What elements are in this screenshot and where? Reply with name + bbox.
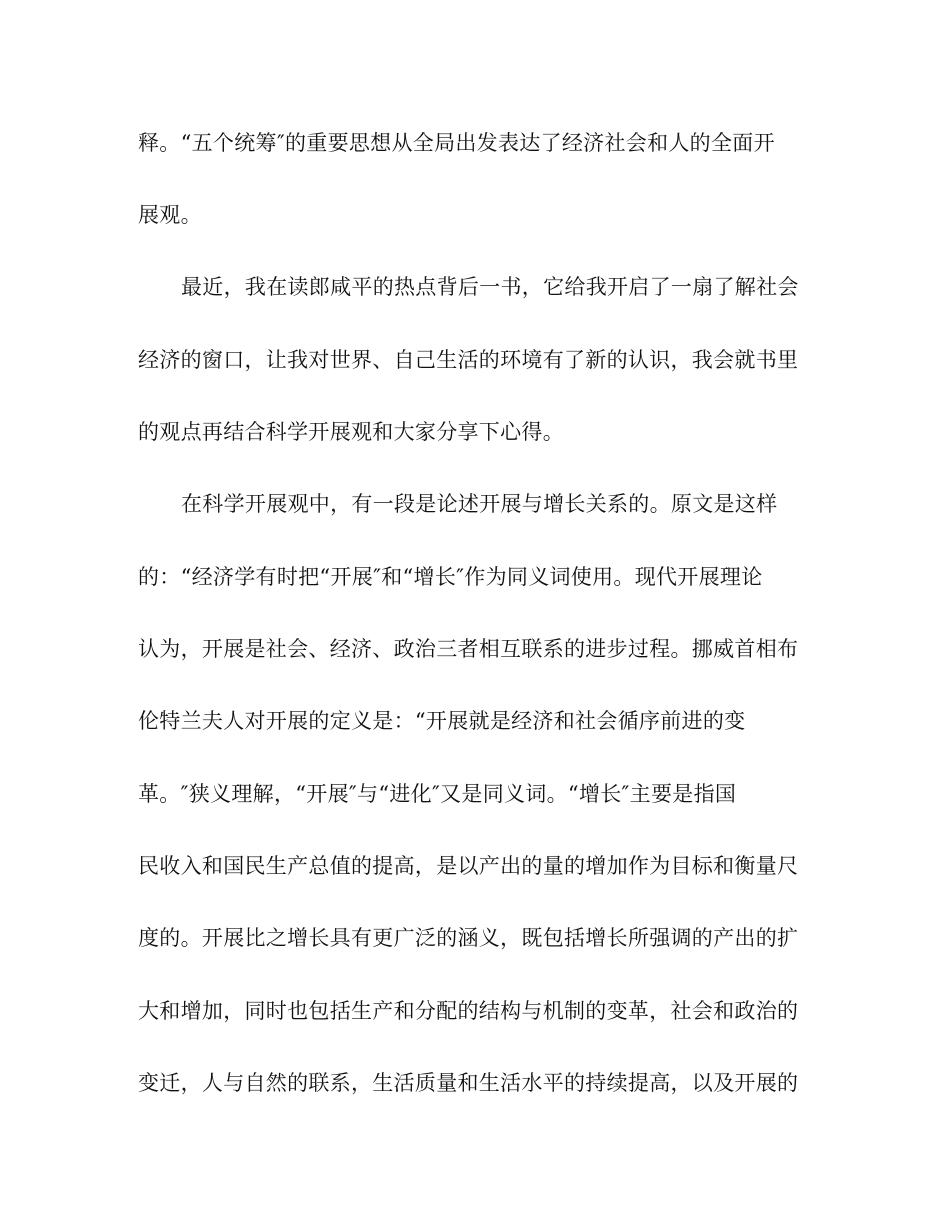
text-line: 的：“经济学有时把“开展″和“增长″作为同义词使用。现代开展理论 — [138, 565, 763, 589]
text-line: 民收入和国民生产总值的提高，是以产出的量的增加作为目标和衡量尺 — [138, 854, 799, 878]
text-line: 变迁，人与自然的联系，生活质量和生活水平的持续提高，以及开展的 — [138, 1071, 799, 1095]
text-line: 度的。开展比之增长具有更广泛的涵义，既包括增长所强调的产出的扩 — [138, 926, 799, 950]
text-line: 展观。 — [138, 203, 202, 227]
text-line: 认为，开展是社会、经济、政治三者相互联系的进步过程。挪威首相布 — [138, 637, 799, 661]
text-line: 伦特兰夫人对开展的定义是：“开展就是经济和社会循序前进的变 — [138, 709, 746, 733]
paragraph-start-line: 在科学开展观中，有一段是论述开展与增长关系的。原文是这样 — [181, 492, 778, 516]
text-line: 革。″狭义理解，“开展″与“进化″又是同义词。“增长″主要是指国 — [138, 782, 737, 806]
paragraph-start-line: 最近，我在读郎咸平的热点背后一书，它给我开启了一扇了解社会 — [181, 275, 799, 299]
text-line: 经济的窗口，让我对世界、自己生活的环境有了新的认识，我会就书里 — [138, 348, 799, 372]
text-line: 大和增加，同时也包括生产和分配的结构与机制的变革，社会和政治的 — [138, 999, 799, 1023]
text-line: 的观点再结合科学开展观和大家分享下心得。 — [138, 420, 564, 444]
text-line: 释。“五个统筹″的重要思想从全局出发表达了经济社会和人的全面开 — [138, 131, 775, 155]
